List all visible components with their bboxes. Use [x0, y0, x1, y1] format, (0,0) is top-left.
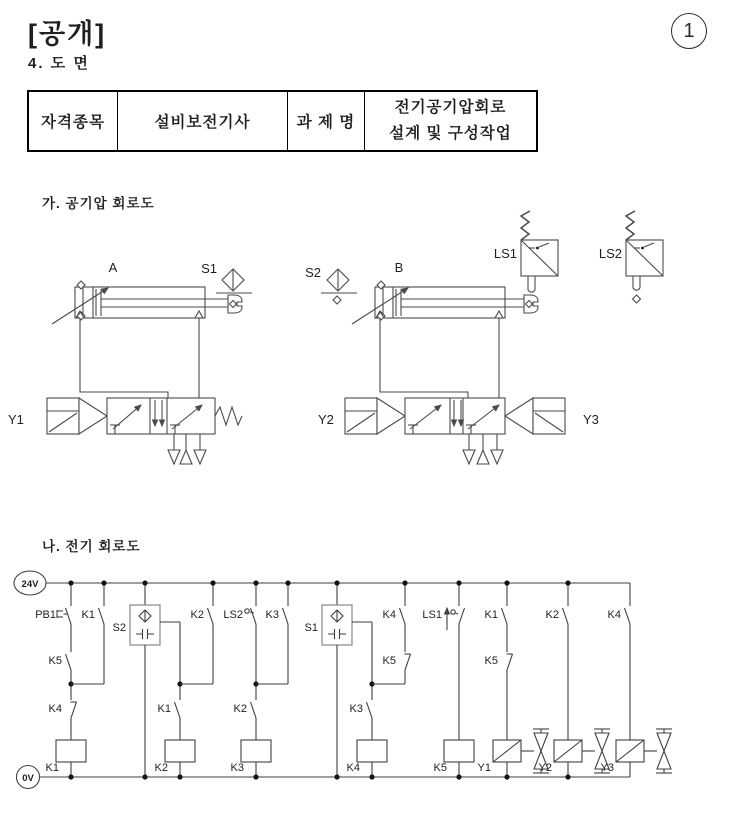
valve-y1 [8, 398, 242, 464]
k2-no-contact-label-y2: K2 [545, 609, 559, 621]
pb1-contact-label: PB1 [35, 609, 56, 621]
coil-k3-label: K3 [230, 762, 244, 774]
task-value-line2: 설계 및 구성작업 [389, 125, 512, 142]
rung-k3 [223, 580, 290, 779]
ls2-label: LS2 [598, 246, 622, 261]
k2-hold-contact-label: K2 [190, 609, 204, 621]
electric-section-title: 나. 전기 회로도 [42, 539, 141, 554]
limit-switch-ls2-icon [599, 211, 663, 303]
electric-circuit-diagram [0, 556, 734, 801]
ls1-contact-label: LS1 [422, 609, 442, 621]
k1-hold-contact-label: K1 [81, 609, 95, 621]
spring-return-icon [215, 407, 242, 425]
pilot-triangle-icon [79, 398, 107, 434]
relay-coil-k2 [165, 740, 195, 762]
k4-hold-contact-label: K4 [382, 609, 396, 621]
solenoid-y2-icon [345, 398, 377, 434]
valve-y3-label: Y3 [583, 412, 599, 427]
ls2-contact-label: LS2 [223, 609, 243, 621]
sensor-s2-label: S2 [305, 265, 321, 280]
ls1-label: LS1 [493, 246, 517, 261]
solenoid-y3-icon [533, 398, 565, 434]
relay-coil-k3 [241, 740, 271, 762]
relay-coil-k5 [444, 740, 474, 762]
rung-k5 [422, 580, 474, 779]
coil-k5-label: K5 [433, 762, 447, 774]
solenoid-y1-label: Y1 [477, 762, 491, 774]
drawing-section-heading: 4. 도 면 [28, 55, 90, 72]
relay-coil-k4 [357, 740, 387, 762]
page-number: 1 [683, 19, 695, 42]
table-cell-task-value [364, 92, 536, 150]
k5-nc-contact-label-y1: K5 [484, 655, 498, 667]
pneumatic-section-title: 가. 공기압 회로도 [42, 196, 155, 211]
sensor-s1-elec-label: S1 [304, 622, 318, 634]
k4-no-contact-label-y3: K4 [607, 609, 621, 621]
cylinder-b-label: B [394, 260, 404, 275]
limit-switch-ls1-icon [494, 211, 558, 292]
page-number-badge [671, 13, 707, 49]
classification-title: [공개] [28, 19, 107, 49]
table-cell-qualification-value: 설비보전기사 [117, 92, 287, 150]
k5-nc-contact-label-rung4: K5 [382, 655, 396, 667]
table-cell-qualification-header: 자격종목 [41, 114, 105, 131]
sensor-s1-label: S1 [201, 261, 217, 276]
valve-y2-label: Y2 [318, 412, 334, 427]
sensor-s2-elec-label: S2 [112, 622, 126, 634]
rail-0v-label: 0V [22, 773, 34, 784]
valve-y2-y3 [318, 398, 599, 464]
pneumatic-circuit-diagram [0, 210, 734, 502]
title-table [27, 90, 538, 152]
rung-k1 [35, 580, 106, 779]
rung-y2 [539, 580, 610, 779]
power-rails [14, 571, 630, 789]
cylinder-a-label: A [108, 260, 118, 275]
cylinder-b [352, 260, 538, 324]
solenoid-y2-label: Y2 [538, 762, 552, 774]
rung-y1 [478, 580, 549, 779]
reed-sensor-s1-icon [201, 261, 252, 293]
coil-k1-label: K1 [45, 762, 59, 774]
valve-indicator-y3-icon [644, 729, 672, 773]
reed-sensor-s2-icon [305, 265, 357, 304]
solenoid-y3-label: Y3 [600, 762, 614, 774]
k3-hold-contact-label: K3 [265, 609, 279, 621]
rail-24v-label: 24V [21, 579, 39, 590]
k1-no-contact-label-rung2: K1 [157, 703, 171, 715]
relay-coil-k1 [56, 740, 86, 762]
rung-k4 [305, 580, 411, 779]
solenoid-y1-icon [47, 398, 79, 434]
table-cell-task-header: 과 제 명 [287, 92, 364, 150]
k3-no-contact-label-rung4: K3 [349, 703, 363, 715]
tubing-b [380, 318, 499, 398]
task-value-line1: 전기공기압회로 [394, 99, 507, 116]
tubing-a [80, 318, 199, 398]
coil-k4-label: K4 [346, 762, 360, 774]
k4-nc-contact-label-rung1: K4 [48, 703, 62, 715]
k1-no-contact-label-y1: K1 [484, 609, 498, 621]
k2-no-contact-label-rung3: K2 [233, 703, 247, 715]
rung-k2 [113, 580, 216, 779]
coil-k2-label: K2 [154, 762, 168, 774]
valve-y1-label: Y1 [8, 412, 24, 427]
rung-y3 [601, 583, 672, 777]
k5-nc-contact-label-rung1: K5 [48, 655, 62, 667]
